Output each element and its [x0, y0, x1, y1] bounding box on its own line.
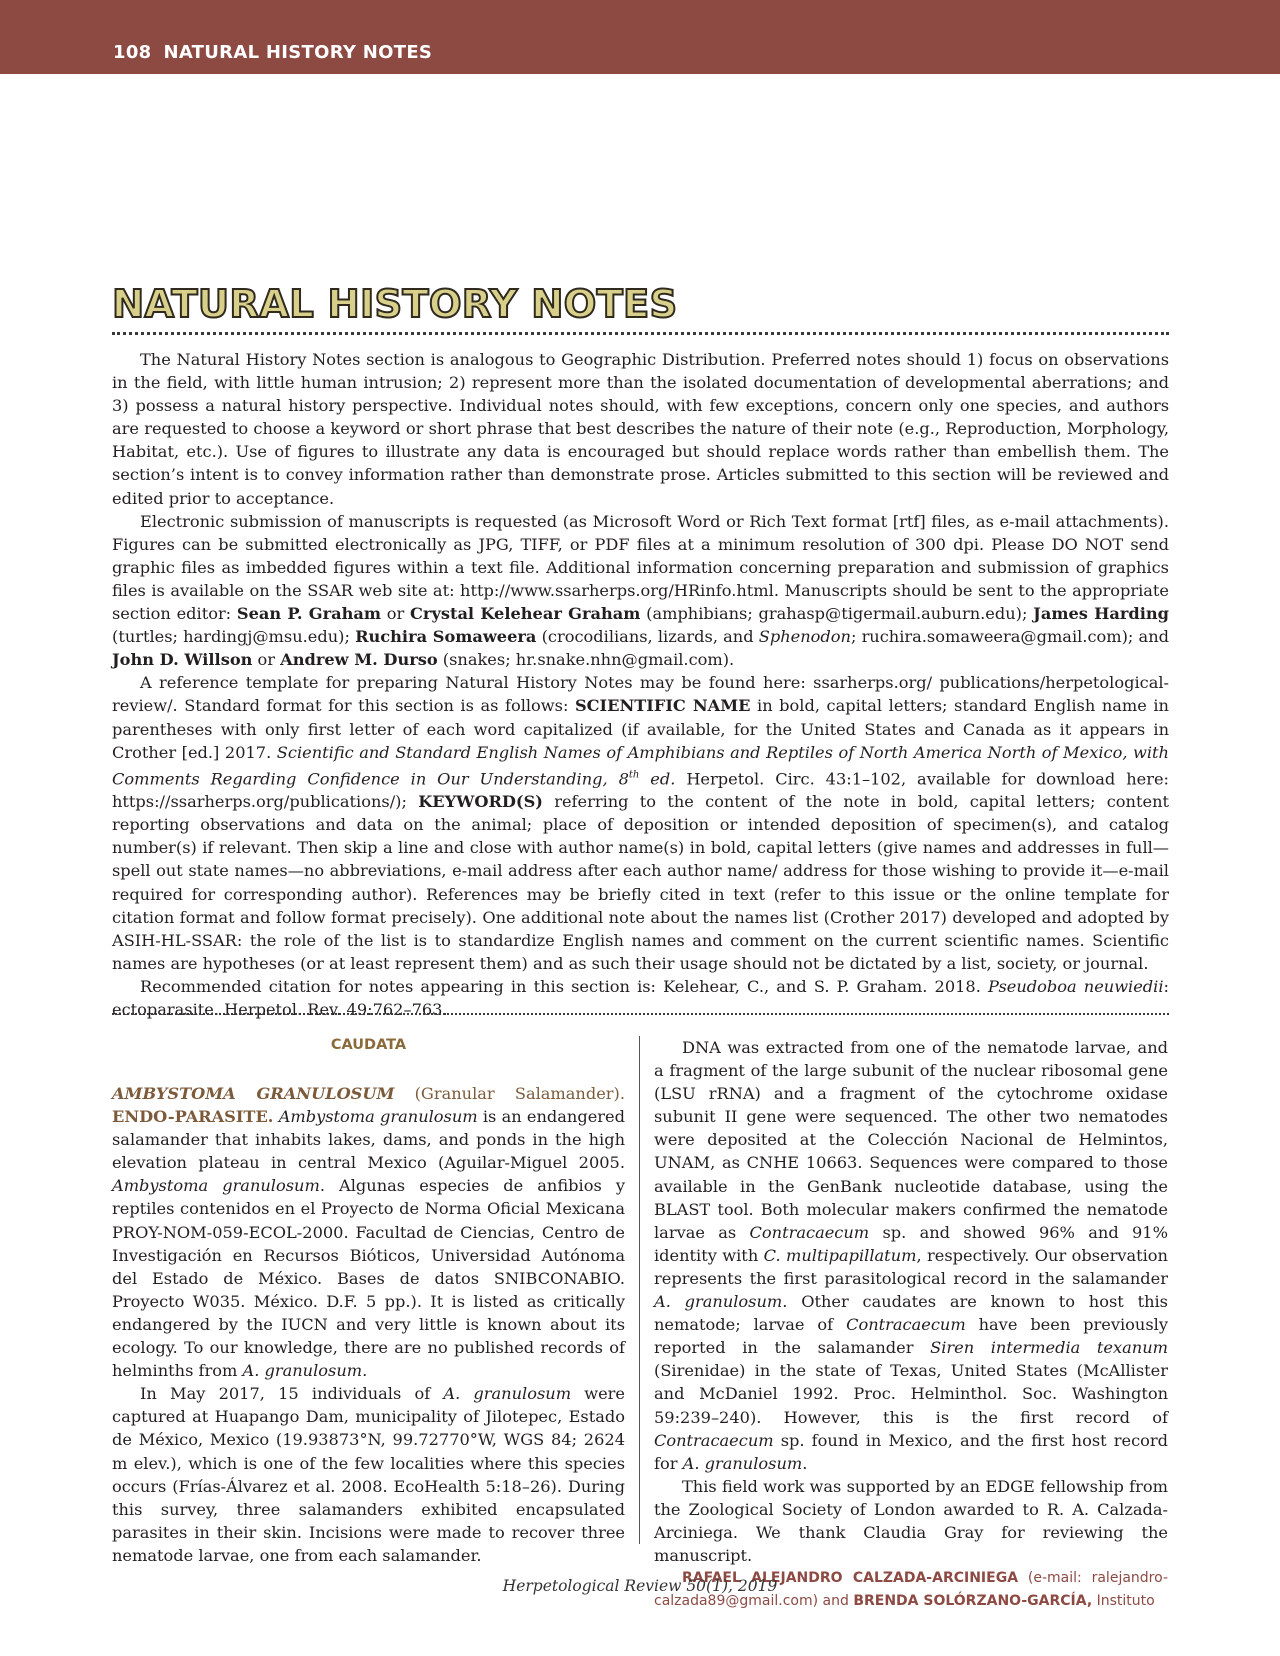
intro-paragraph: A reference template for preparing Natural History Notes may be found here: ssarherps.org/ publications/herpetological-review/. Standard format for this section is as follows: SCIENTIFIC NAME in bold, capital letters; standard English name in parentheses with only first letter of each word capitalized (if available, for the United States and Canada as it appears in Crother [ed.] 2017. Scientific and Standard English Names of Amphibians and Reptiles of North America North of Mexico, with Comments Regarding Confidence in Our Understanding, 8th ed. Herpetol. Circ. 43:1–102, available for download here: https://ssarherps.org/publications/); KEYWORD(S) referring to the content of the note in bold, capital letters; content reporting observations and data on the animal; place of deposition or intended deposition of specimen(s), and catalog number(s) if relevant. Then skip a line and close with author name(s) in bold, capital letters (give names and addresses in full—spell out state names—no abbreviations, e-mail address after each author name/ address for those wishing to provide it—e-mail required for corresponding author). References may be briefly cited in text (refer to this issue or the online template for citation format and follow format precisely). One additional note about the names list (Crother 2017) developed and adopted by ASIH-HL-SSAR: the role of the list is to standardize English names and comment on the current scientific names. Scientific names are hypotheses (or at least represent them) and as such their usage should not be dictated by a list, society, or journal.	[112, 673, 1169, 973]
journal-footer: Herpetological Review 50(1), 2019	[502, 1577, 778, 1595]
title-dotted-rule	[112, 332, 1169, 335]
author-name: BRENDA SOLÓRZANO-GARCÍA,	[853, 1593, 1093, 1610]
intro-dotted-rule	[112, 1013, 1169, 1015]
note-paragraph: DNA was extracted from one of the nematode larvae, and a fragment of the large subunit of the nuclear ribosomal gene (LSU rRNA) and a fragment of the cytochrome oxidase subunit II gene were sequenced. The other two nematodes were deposited at the Colección Nacional de Helmintos, UNAM, as CNHE 10663. Sequences were compared to those available in the GenBank nucleotide database, using the BLAST tool. Both molecular makers confirmed the nematode larvae as Contracaecum sp. and showed 96% and 91% identity with C. multipapillatum, respectively. Our observation represents the first parasitological record in the salamander A. granulosum. Other caudates are known to host this nematode; larvae of Contracaecum have been previously reported in the salamander Siren intermedia texanum (Sirenidae) in the state of Texas, United States (McAllister and McDaniel 1992. Proc. Helminthol. Soc. Washington 59:239–240). However, this is the first record of Contracaecum sp. found in Mexico, and the first host record for A. granulosum.	[654, 1038, 1168, 1473]
author-name: RAFAEL ALEJANDRO CALZADA-ARCINIEGA	[682, 1570, 1019, 1587]
note-common-name: (Granular Salamander).	[394, 1084, 625, 1103]
column-divider	[639, 1036, 640, 1544]
right-column	[654, 1036, 1168, 1613]
author-line: RAFAEL ALEJANDRO CALZADA-ARCINIEGA (e-mail: ralejandro-calzada89@gmail.com) and BRENDA SOLÓRZANO-GARCÍA, Instituto	[654, 1570, 1168, 1610]
caudata-subhead: CAUDATA	[330, 1037, 407, 1053]
intro-paragraph: The Natural History Notes section is analogous to Geographic Distribution. Preferred notes should 1) focus on observations in the field, with little human intrusion; 2) represent more than the isolated documentation of developmental aberrations; and 3) possess a natural history perspective. Individual notes should, with few exceptions, concern only one species, and authors are requested to choose a keyword or short phrase that best describes the nature of their note (e.g., Reproduction, Morphology, Habitat, etc.). Use of figures to illustrate any data is encouraged but should replace words rather than embellish them. The section’s intent is to convey information rather than demonstrate prose. Articles submitted to this section will be reviewed and edited prior to acceptance.	[112, 350, 1169, 508]
page-number: 108	[113, 42, 152, 63]
left-column	[112, 1082, 625, 1567]
section-intro	[112, 348, 1169, 1021]
running-header	[113, 42, 432, 63]
note-species: AMBYSTOMA GRANULOSUM	[112, 1084, 395, 1103]
running-title: NATURAL HISTORY NOTES	[163, 42, 433, 63]
section-title: NATURAL HISTORY NOTES	[112, 282, 678, 327]
intro-paragraph: Electronic submission of manuscripts is requested (as Microsoft Word or Rich Text format [rtf] files, as e-mail attachments). Figures can be submitted electronically as JPG, TIFF, or PDF files at a minimum resolution of 300 dpi. Please DO NOT send graphic files as imbedded figures within a text file. Additional information concerning preparation and submission of graphics files is available on the SSAR web site at: http://www.ssarherps.org/HRinfo.html. Manuscripts should be sent to the appropriate section editor: Sean P. Graham or Crystal Kelehear Graham (amphibians; grahasp@tigermail.auburn.edu); James Harding (turtles; hardingj@msu.edu); Ruchira Somaweera (crocodilians, lizards, and Sphenodon; ruchira.somaweera@gmail.com); and John D. Willson or Andrew M. Durso (snakes; hr.snake.nhn@gmail.com).	[112, 511, 1169, 670]
intro-paragraph: Recommended citation for notes appearing in this section is: Kelehear, C., and S. P. Graham. 2018. Pseudoboa neuwiedii: ectoparasite. Herpetol. Rev. 49:762–763.	[112, 976, 1169, 1020]
note-paragraph: This field work was supported by an EDGE fellowship from the Zoological Society of London awarded to R. A. Calzada-Arciniega. We thank Claudia Gray for reviewing the manuscript.	[654, 1476, 1168, 1566]
note-keyword: ENDO-PARASITE.	[112, 1107, 274, 1127]
note-paragraph: In May 2017, 15 individuals of A. granulosum were captured at Huapango Dam, municipality of Jilotepec, Estado de México, Mexico (19.93873°N, 99.72770°W, WGS 84; 2624 m elev.), which is one of the few localities where this species occurs (Frías-Álvarez et al. 2008. EcoHealth 5:18–26). During this survey, three salamanders exhibited encapsulated parasites in their skin. Incisions were made to recover three nematode larvae, one from each salamander.	[112, 1384, 625, 1565]
note-paragraph: AMBYSTOMA GRANULOSUM (Granular Salamander). ENDO-PARASITE. Ambystoma granulosum is an endangered salamander that inhabits lakes, dams, and ponds in the high elevation plateau in central Mexico (Aguilar-Miguel 2005. Ambystoma granulosum. Algunas especies de anfibios y reptiles contenidos en el Proyecto de Norma Oficial Mexicana PROY-NOM-059-ECOL-2000. Facultad de Ciencias, Centro de Investigación en Recursos Bióticos, Universidad Autónoma del Estado de México. Bases de datos SNIBCONABIO. Proyecto W035. México. D.F. 5 pp.). It is listed as critically endangered by the IUCN and very little is known about its ecology. To our knowledge, there are no published records of helminths from A. granulosum.	[112, 1084, 625, 1381]
